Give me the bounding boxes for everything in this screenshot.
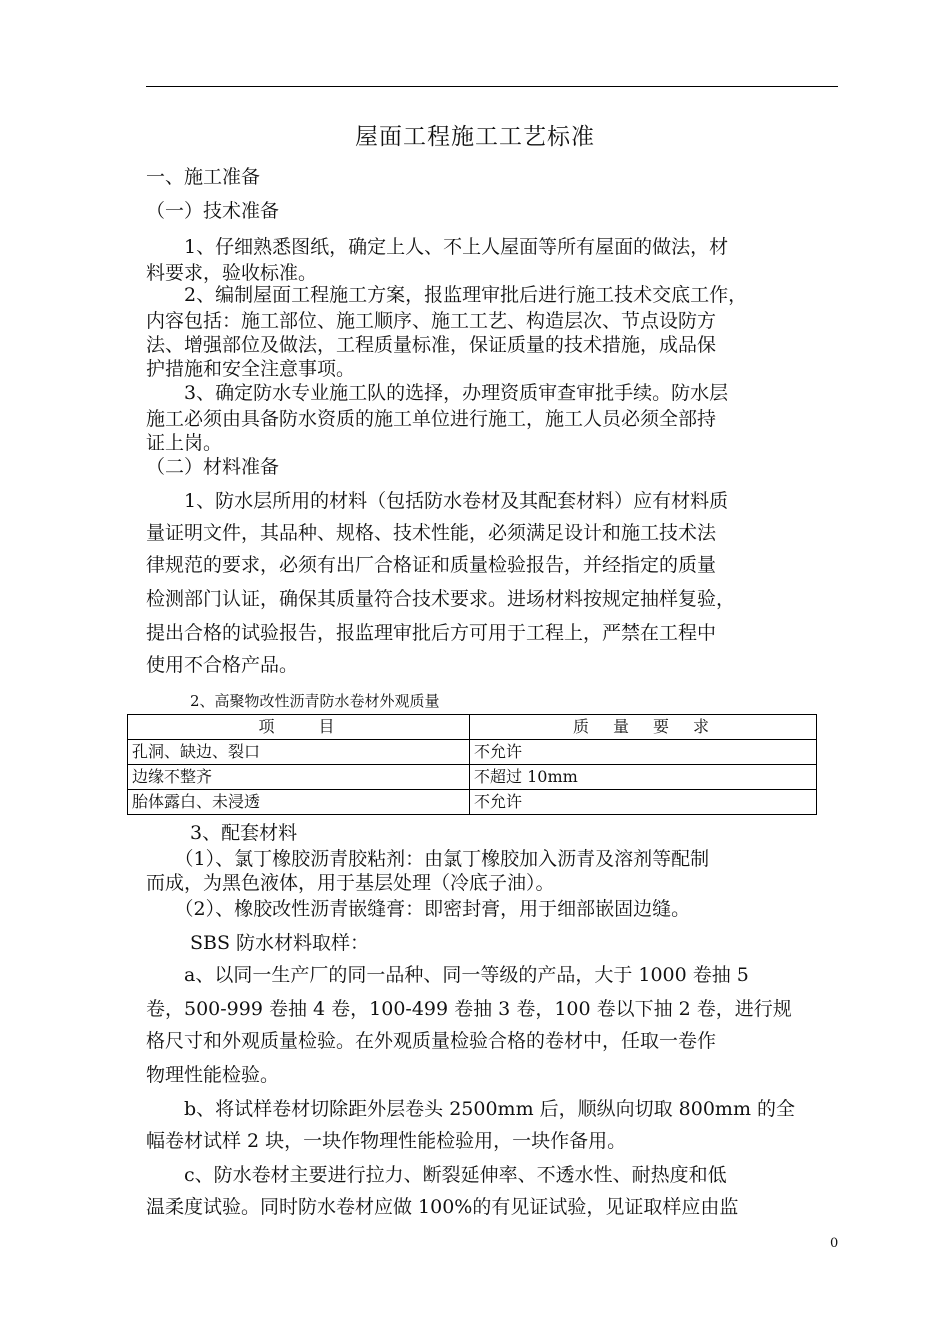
table-cell: 不允许 (470, 740, 817, 765)
paragraph-line: 法、增强部位及做法，工程质量标准，保证质量的技术措施，成品保 (146, 334, 717, 356)
paragraph-line: 卷，500-999 卷抽 4 卷，100-499 卷抽 3 卷，100 卷以下抽 2 卷，进行规 (146, 998, 792, 1020)
header-rule (146, 86, 838, 87)
paragraph-line: 1、仔细熟悉图纸，确定上人、不上人屋面等所有屋面的做法，材 (146, 236, 729, 258)
section-heading: 一、施工准备 (146, 166, 261, 188)
paragraph-line: 2、编制屋面工程施工方案，报监理审批后进行施工技术交底工作， (146, 284, 748, 306)
paragraph-line: 使用不合格产品。 (146, 654, 299, 676)
table-caption: 2、高聚物改性沥青防水卷材外观质量 (190, 692, 440, 710)
paragraph-line: 施工必须由具备防水资质的施工单位进行施工，施工人员必须全部持 (146, 408, 717, 430)
paragraph-line: 量证明文件，其品种、规格、技术性能，必须满足设计和施工技术法 (146, 522, 717, 544)
paragraph-line: SBS 防水材料取样： (190, 932, 370, 954)
table-cell: 不允许 (470, 790, 817, 815)
paragraph-line: b、将试样卷材切除距外层卷头 2500mm 后，顺纵向切取 800mm 的全 (146, 1098, 796, 1120)
table-cell: 边缘不整齐 (128, 765, 470, 790)
paragraph-line: 格尺寸和外观质量检验。在外观质量检验合格的卷材中，任取一卷作 (146, 1030, 717, 1052)
subsection-heading: （二）材料准备 (146, 456, 280, 478)
paragraph-line: 料要求，验收标准。 (146, 262, 318, 284)
subsection-heading: （一）技术准备 (146, 200, 280, 222)
paragraph-line: 内容包括：施工部位、施工顺序、施工工艺、构造层次、节点设防方 (146, 310, 717, 332)
table-header-cell: 项 目 (128, 715, 470, 740)
table-row (128, 740, 817, 765)
paragraph-line: 证上岗。 (146, 432, 223, 454)
table-header-cell: 质 量 要 求 (470, 715, 817, 740)
table-header-row (128, 715, 817, 740)
paragraph-line: 提出合格的试验报告，报监理审批后方可用于工程上，严禁在工程中 (146, 622, 717, 644)
table-cell: 不超过 10mm (470, 765, 817, 790)
paragraph-line: 律规范的要求，必须有出厂合格证和质量检验报告，并经指定的质量 (146, 554, 717, 576)
paragraph-line: 1、防水层所用的材料（包括防水卷材及其配套材料）应有材料质 (146, 490, 729, 512)
paragraph-line: 温柔度试验。同时防水卷材应做 100%的有见证试验，见证取样应由监 (146, 1196, 739, 1218)
paragraph-line: 幅卷材试样 2 块，一块作物理性能检验用，一块作备用。 (146, 1130, 627, 1152)
quality-table (127, 714, 817, 815)
table-cell: 胎体露白、未浸透 (128, 790, 470, 815)
table-row (128, 765, 817, 790)
paragraph-line: 而成，为黑色液体，用于基层处理（冷底子油）。 (146, 872, 555, 894)
table-row (128, 790, 817, 815)
paragraph-line: c、防水卷材主要进行拉力、断裂延伸率、不透水性、耐热度和低 (146, 1164, 727, 1186)
paragraph-line: a、以同一生产厂的同一品种、同一等级的产品，大于 1000 卷抽 5 (146, 964, 749, 986)
page-title: 屋面工程施工工艺标准 (355, 124, 595, 150)
page-number: 0 (830, 1236, 839, 1251)
paragraph-line: （2）、橡胶改性沥青嵌缝膏：即密封膏，用于细部嵌固边缝。 (146, 898, 691, 920)
paragraph-line: 护措施和安全注意事项。 (146, 358, 356, 380)
paragraph-line: 物理性能检验。 (146, 1064, 280, 1086)
paragraph-line: 3、确定防水专业施工队的选择，办理资质审查审批手续。防水层 (146, 382, 729, 404)
paragraph-line: 检测部门认证，确保其质量符合技术要求。进场材料按规定抽样复验， (146, 588, 736, 610)
paragraph-line: 3、配套材料 (190, 822, 298, 844)
paragraph-line: （1）、氯丁橡胶沥青胶粘剂：由氯丁橡胶加入沥青及溶剂等配制 (146, 848, 710, 870)
table-cell: 孔洞、缺边、裂口 (128, 740, 470, 765)
